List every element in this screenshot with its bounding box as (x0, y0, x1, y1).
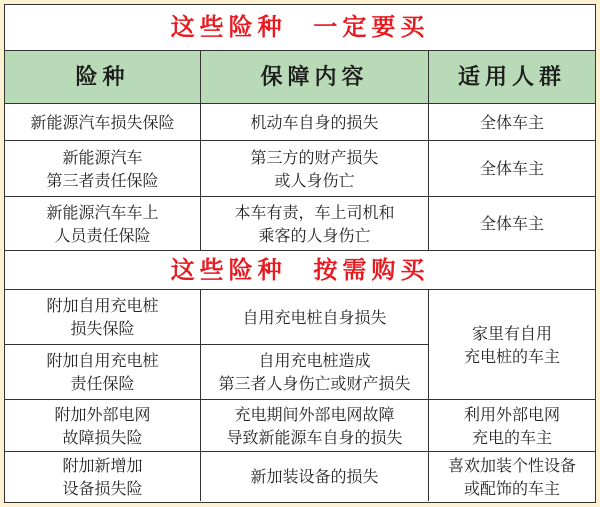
coverage-cell: 机动车自身的损失 (201, 104, 429, 140)
banner-optional-row (5, 251, 595, 290)
header-insurance-type: 险种 (5, 51, 201, 103)
coverage-cell: 充电期间外部电网故障 导致新能源车自身的损失 (201, 400, 429, 451)
audience-cell: 全体车主 (479, 214, 544, 233)
table-row (5, 400, 595, 452)
table-row (5, 452, 595, 501)
audience-cell: 全体车主 (479, 159, 544, 178)
insurance-type-cell: 附加自用充电桩 责任保险 (5, 345, 201, 399)
banner-required-row (5, 5, 595, 51)
insurance-type-cell: 附加自用充电桩 损失保险 (5, 290, 201, 344)
table-row (5, 141, 595, 197)
insurance-type-cell: 新能源汽车 第三者责任保险 (5, 141, 201, 196)
header-coverage: 保障内容 (201, 51, 429, 103)
table-row (5, 197, 595, 251)
banner-optional-title: 这些险种 按需购买 (170, 255, 430, 284)
insurance-table (4, 4, 596, 503)
insurance-type-cell: 附加外部电网 故障损失险 (5, 400, 201, 451)
coverage-cell: 新加装设备的损失 (201, 452, 429, 501)
coverage-cell: 自用充电桩造成 第三者人身伤亡或财产损失 (201, 345, 429, 399)
audience-cell: 全体车主 (479, 112, 544, 132)
insurance-type-cell: 新能源汽车车上 人员责任保险 (5, 197, 201, 250)
header-audience: 适用人群 (457, 64, 566, 90)
audience-cell: 利用外部电网 充电的车主 (463, 404, 560, 447)
coverage-cell: 自用充电桩自身损失 (201, 290, 429, 344)
coverage-cell: 本车有责，车上司机和 乘客的人身伤亡 (201, 197, 429, 250)
merged-audience-cell: 家里有自用 充电桩的车主 (429, 290, 595, 400)
table-row (5, 104, 595, 141)
audience-cell: 喜欢加装个性设备 或配饰的车主 (447, 455, 576, 498)
table-header-row (5, 51, 595, 104)
insurance-type-cell: 新能源汽车损失保险 (5, 104, 201, 140)
banner-required-title: 这些险种 一定要买 (170, 13, 430, 41)
insurance-type-cell: 附加新增加 设备损失险 (5, 452, 201, 501)
coverage-cell: 第三方的财产损失 或人身伤亡 (201, 141, 429, 196)
